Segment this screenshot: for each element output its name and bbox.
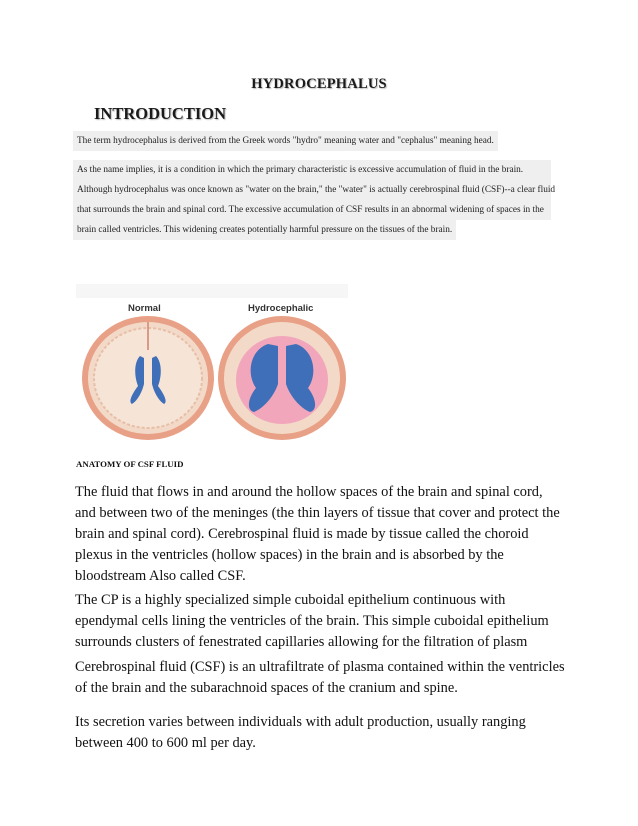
brain-comparison-illustration — [76, 284, 348, 442]
intro-line: Although hydrocephalus was once known as "water on the brain," the "water" is actually cerebrospinal fluid (CSF)--a clear fluid — [73, 180, 551, 200]
paragraph: Its secretion varies between individuals with adult production, usually ranging between 400 to 600 ml per day. — [75, 714, 526, 751]
intro-line: brain called ventricles. This widening creates potentially harmful pressure on the tissues of the brain. — [73, 220, 456, 240]
intro-line: that surrounds the brain and spinal cord. The excessive accumulation of CSF results in an abnormal widening of spaces in the — [73, 200, 551, 220]
label-hydrocephalic: Hydrocephalic — [248, 303, 314, 314]
document-title: HYDROCEPHALUS — [251, 76, 387, 92]
hydrocephalic-brain — [218, 316, 346, 440]
paragraph: The fluid that flows in and around the hollow spaces of the brain and spinal cord, and between two of the meninges (the thin layers of tissue that cover and protect the brain and spinal cord). Cerebrospinal fluid is made by tissue called the choroid plexus in the ventricles (hollow spaces) in the brain and is absorbed by the bloodstream Also called CSF. — [75, 484, 560, 584]
intro-line: As the name implies, it is a condition in which the primary characteristic is excessive accumulation of fluid in the brain. — [73, 160, 551, 180]
normal-brain — [82, 316, 214, 440]
paragraph: The CP is a highly specialized simple cuboidal epithelium continuous with ependymal cells lining the ventricles of the brain. This simple cuboidal epithelium surrounds clusters of fenestrated capillaries allowing for the filtration of plasm — [75, 592, 549, 650]
intro-line: The term hydrocephalus is derived from the Greek words "hydro" meaning water and "cephalus" meaning head. — [73, 131, 498, 151]
section-heading-introduction: INTRODUCTION — [94, 104, 227, 123]
section-heading-anatomy: ANATOMY OF CSF FLUID — [76, 459, 184, 469]
paragraph: Cerebrospinal fluid (CSF) is an ultrafiltrate of plasma contained within the ventricles of the brain and the subarachnoid spaces of the cranium and spine. — [75, 659, 565, 696]
label-normal: Normal — [128, 303, 161, 314]
